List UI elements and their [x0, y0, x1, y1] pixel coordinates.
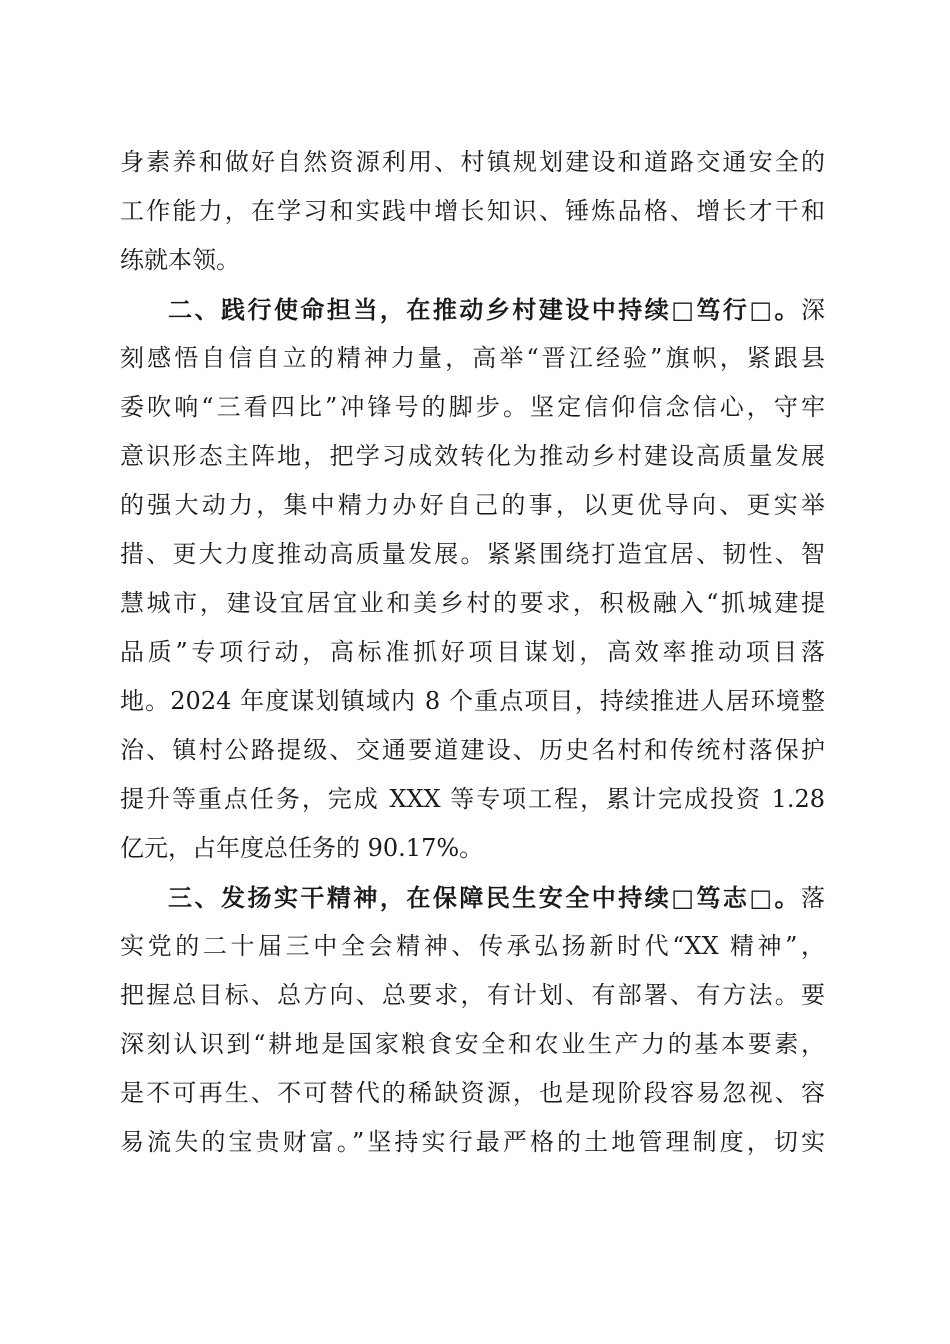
text-line	[120, 481, 825, 530]
text-line	[120, 530, 825, 579]
line-text: 慧城市，建设宜居宜业和美乡村的要求，积极融入“抓城建提	[120, 589, 825, 617]
line-text: 提升等重点任务，完成 XXX 等专项工程，累计完成投资 1.28	[120, 785, 825, 813]
section-heading-line	[120, 285, 825, 334]
text-line	[120, 1118, 825, 1167]
document-body	[120, 138, 825, 1167]
section-heading-2: 二、践行使命担当，在推动乡村建设中持续□笃行□。	[168, 295, 801, 324]
text-line	[120, 334, 825, 383]
line-text: 深	[801, 296, 825, 324]
paragraph-end-line	[120, 824, 825, 873]
line-text: 措、更大力度推动高质量发展。紧紧围绕打造宜居、韧性、智	[120, 540, 825, 568]
text-line	[120, 138, 825, 187]
text-line	[120, 775, 825, 824]
line-text: 练就本领。	[120, 246, 240, 274]
line-text: 刻感悟自信自立的精神力量，高举“晋江经验”旗帜，紧跟县	[120, 344, 825, 372]
line-text: 实党的二十届三中全会精神、传承弘扬新时代“XX 精神”，	[120, 932, 825, 960]
line-text: 治、镇村公路提级、交通要道建设、历史名村和传统村落保护	[120, 736, 825, 764]
line-text: 工作能力，在学习和实践中增长知识、锤炼品格、增长才干和	[120, 197, 825, 225]
line-text: 是不可再生、不可替代的稀缺资源，也是现阶段容易忽视、容	[120, 1079, 825, 1107]
text-line	[120, 1020, 825, 1069]
line-text: 意识形态主阵地，把学习成效转化为推动乡村建设高质量发展	[120, 442, 825, 470]
line-text: 品质”专项行动，高标准抓好项目谋划，高效率推动项目落	[120, 638, 825, 666]
line-text: 落	[801, 884, 825, 912]
text-line	[120, 579, 825, 628]
paragraph-end-line	[120, 236, 825, 285]
text-line	[120, 726, 825, 775]
text-line	[120, 628, 825, 677]
text-line	[120, 187, 825, 236]
line-text: 深刻认识到“耕地是国家粮食安全和农业生产力的基本要素，	[120, 1030, 825, 1058]
line-text: 的强大动力，集中精力办好自己的事，以更优导向、更实举	[120, 491, 825, 519]
line-text: 易流失的宝贵财富。”坚持实行最严格的土地管理制度，切实	[120, 1128, 825, 1156]
line-text: 亿元，占年度总任务的 90.17%。	[120, 834, 484, 862]
section-heading-3: 三、发扬实干精神，在保障民生安全中持续□笃志□。	[168, 883, 801, 912]
text-line	[120, 922, 825, 971]
line-text: 地。2024 年度谋划镇域内 8 个重点项目，持续推进人居环境整	[120, 687, 825, 715]
text-line	[120, 1069, 825, 1118]
text-line	[120, 432, 825, 481]
text-line	[120, 971, 825, 1020]
line-text: 委吹响“三看四比”冲锋号的脚步。坚定信仰信念信心，守牢	[120, 393, 825, 421]
line-text: 身素养和做好自然资源利用、村镇规划建设和道路交通安全的	[120, 148, 825, 176]
line-text: 把握总目标、总方向、总要求，有计划、有部署、有方法。要	[120, 981, 825, 1009]
text-line	[120, 677, 825, 726]
text-line	[120, 383, 825, 432]
section-heading-line	[120, 873, 825, 922]
